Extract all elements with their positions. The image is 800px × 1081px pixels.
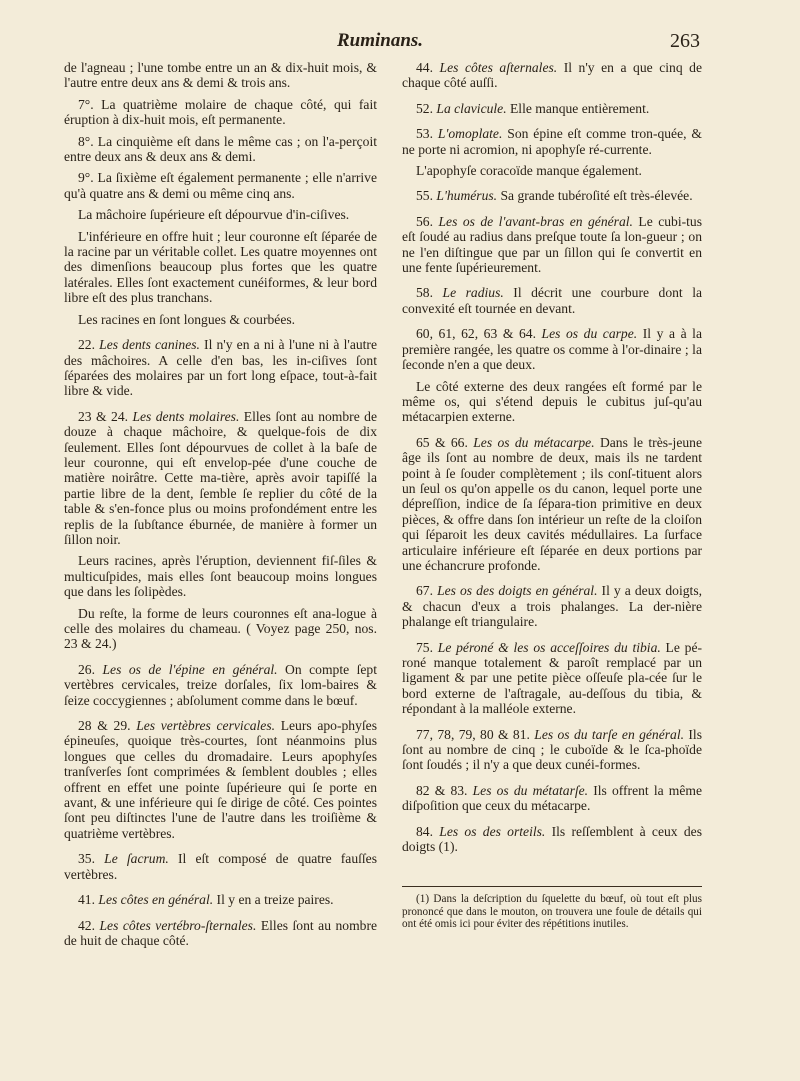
paragraph-number: 65 & 66.	[416, 434, 474, 450]
footnote-rule	[402, 886, 702, 887]
page-number: 263	[670, 30, 700, 52]
paragraph	[64, 337, 377, 399]
left-column	[64, 60, 377, 954]
paragraph-text: Elles ſont au nombre de douze à chaque mâchoire, & quelque-fois de dix ſeulement. Elles ſont dépourvues de collet à la baſe de leur couronne, qui eſt envelop-pée d'une couche de matière noirâtre. Cette ma-tière, après avoir tapiſſé la partie libre de la dent, ſemble ſe replier du côté de la table & s'en-fonce plus ou moins profondément entre les replis de la ſubſtance éburnée, de manière à former un ſillon noir.	[64, 408, 377, 547]
paragraph	[402, 783, 702, 814]
paragraph-number: 77, 78, 79, 80 & 81.	[416, 726, 535, 742]
paragraph-text: Le côté externe des deux rangées eſt formé par le même os, qui s'étend depuis le cubitus juſ-qu'au métacarpien externe.	[402, 378, 702, 425]
paragraph	[64, 892, 377, 907]
section-title: Les os des orteils.	[439, 823, 546, 839]
paragraph-text: 9°. La ſixième eſt également permanente ; elle n'arrive qu'à quatre ans & demi ou même cinq ans.	[64, 170, 377, 201]
paragraph-text: Ils offrent la même diſpoſition que ceux du métacarpe.	[402, 782, 702, 814]
section-title: Les os de l'avant-bras en général.	[438, 213, 633, 229]
paragraph-number: 84.	[416, 823, 440, 839]
paragraph-number: 75.	[416, 639, 438, 655]
paragraph-text: Le cubi-tus eſt ſoudé au radius dans preſque toute ſa lon-gueur ; on ne l'en diſtingue que par un ſillon qui ſe convertit en une fente ſupérieurement.	[402, 213, 702, 276]
section-title: Le péroné & les os acceſſoires du tibia.	[437, 639, 661, 655]
paragraph	[64, 170, 377, 201]
paragraph-number: 41.	[78, 892, 99, 908]
paragraph-text: Son épine eſt comme tron-quée, & ne porte ni acromion, ni apophyſe ré-currente.	[402, 126, 702, 157]
footnote: (1) Dans la deſcription du ſquelette du bœuf, où tout eſt plus prononcé que dans le mouton, on trouvera une foule de détails qui ont été omis ici pour éviter des répétitions inutiles.	[402, 893, 702, 931]
paragraph	[402, 435, 702, 574]
paragraph-text: Du reſte, la forme de leurs couronnes eſt ana-logue à celle des molaires du chameau. ( Voyez page 250, nos. 23 & 24.)	[64, 605, 377, 652]
paragraph	[402, 326, 702, 372]
paragraph-number: 58.	[416, 285, 443, 301]
section-title: Le ſacrum.	[104, 851, 169, 867]
paragraph-text: Elle manque entièrement.	[506, 100, 650, 116]
paragraph-text: Ils reſſemblent à ceux des doigts (1).	[402, 823, 702, 855]
section-title: Le radius.	[442, 285, 504, 301]
paragraph-text: Il y a deux doigts, & chacun d'eux a trois phalanges. La der-nière phalange eſt triangulaire.	[402, 583, 703, 630]
paragraph-text: Il y a à la première rangée, les quatre os comme à l'or-dinaire ; la ſeconde n'en a que deux.	[402, 326, 702, 373]
paragraph-number: 42.	[78, 917, 100, 933]
paragraph	[64, 60, 377, 91]
paragraph	[402, 214, 702, 276]
paragraph	[64, 553, 377, 599]
paragraph-number: 26.	[78, 661, 103, 677]
paragraph-number: 67.	[416, 583, 438, 599]
paragraph-text: Il n'y en a ni à l'une ni à l'autre des mâchoires. A celle d'en bas, les in-ciſives ſont ſéparées des molaires par un fort long eſpace, tout-à-fait libre & vide.	[64, 337, 377, 399]
paragraph	[64, 718, 377, 841]
running-title: Ruminans.	[336, 30, 424, 51]
paragraph-text: On compte ſept vertèbres cervicales, treize dorſales, ſix lom-baires & ſeize coccygiennes ; abſolument comme dans le bœuf.	[64, 661, 378, 708]
paragraph	[402, 101, 702, 116]
paragraph	[64, 207, 377, 222]
section-title: Les os du carpe.	[541, 326, 638, 342]
paragraph-text: Les racines en ſont longues & courbées.	[78, 311, 296, 327]
paragraph	[64, 606, 377, 652]
paragraph-number: 35.	[78, 851, 105, 867]
paragraph	[402, 188, 702, 203]
paragraph-number: 22.	[78, 337, 100, 353]
paragraph	[402, 640, 702, 717]
section-title: L'humérus.	[436, 188, 498, 204]
paragraph	[64, 409, 377, 548]
paragraph-number: 60, 61, 62, 63 & 64.	[416, 326, 542, 342]
paragraph	[402, 163, 702, 178]
paragraph-number: 52.	[416, 100, 437, 116]
paragraph	[402, 379, 702, 425]
paragraph-text: La mâchoire ſupérieure eſt dépourvue d'in-ciſives.	[78, 207, 350, 223]
paragraph-text: Le pé-roné manque totalement & paroît remplacé par un ligament & par une petite pièce oſſeuſe pla-cée ſur le bord externe de l'aſtragale, au-deſſous du tibia, & répondant à la malléole externe.	[402, 639, 703, 717]
section-title: La clavicule.	[436, 100, 507, 116]
paragraph-number: 28 & 29.	[78, 718, 137, 734]
paragraph	[402, 824, 702, 855]
paragraph-text: 7°. La quatrième molaire de chaque côté, qui fait éruption à dix-huit mois, eſt permanente.	[64, 96, 377, 128]
paragraph	[64, 312, 377, 327]
section-title: Les os des doigts en général.	[437, 583, 598, 599]
paragraph	[402, 126, 702, 157]
paragraph	[64, 97, 377, 128]
paragraph-text: Il y en a treize paires.	[213, 892, 334, 908]
paragraph	[64, 918, 377, 949]
paragraph	[64, 851, 377, 882]
paragraph-number: 23 & 24.	[78, 408, 133, 424]
paragraph	[402, 727, 702, 773]
page-header	[60, 30, 700, 56]
paragraph	[402, 60, 702, 91]
paragraph-number: 56.	[416, 213, 439, 229]
paragraph-text: 8°. La cinquième eſt dans le même cas ; on l'a-perçoit entre deux ans & deux ans & demi.	[64, 133, 377, 165]
paragraph	[402, 583, 702, 629]
section-title: Les côtes aſternales.	[439, 60, 558, 75]
section-title: Les vertèbres cervicales.	[136, 718, 276, 734]
paragraph-text: Leurs racines, après l'éruption, deviennent fiſ-ſiles & multicuſpides, mais elles ſont beaucoup moins longues que dans les ſolipèdes.	[64, 553, 377, 600]
paragraph-number: 44.	[416, 60, 440, 75]
paragraph	[64, 662, 377, 708]
section-title: L'omoplate.	[437, 126, 503, 142]
section-title: Les dents canines.	[99, 337, 200, 353]
paragraph-text: Elles ſont au nombre de huit de chaque côté.	[64, 917, 378, 948]
section-title: Les côtes vertébro-ſternales.	[99, 917, 257, 933]
paragraph-text: Dans le très-jeune âge ils ſont au nombre de deux, mais ils ne tardent point à ſe ſouder complètement ; ils conſ-tituent alors un ſeul os qu'on appelle os du canon, lequel porte une dépreſſion, indice de ſa ſépara-tion primitive en deux pièces, & offre dans ſon intérieur un reſte de la cloiſon qui ſéparoit les deux cavités médullaires. La ſurface articulaire inférieure eſt ſéparée en deux portions par une échancrure profonde.	[402, 434, 702, 573]
section-title: Les dents molaires.	[132, 408, 240, 424]
right-column	[402, 60, 702, 860]
paragraph	[64, 229, 377, 306]
paragraph-number: 53.	[416, 126, 438, 142]
paragraph-text: de l'agneau ; l'une tombe entre un an & dix-huit mois, & l'autre entre deux ans & demi & trois ans.	[64, 60, 377, 91]
paragraph-text: Leurs apo-phyſes épineuſes, quoique très-courtes, ſont néanmoins plus longues que celles du dromadaire. Leurs apophyſes tranſverſes ſont comprimées & ſemblent doubles ; elles offrent en effet une pointe ſupérieure qui ſe porte en avant, & une inférieure qui ſe dirige de côté. Ces pointes ſont peu diſtinctes l'une de l'autre dans les troiſième & quatrième vertèbres.	[64, 718, 377, 841]
paragraph-text: Il décrit une courbure dont la convexité eſt tournée en devant.	[402, 285, 703, 316]
paragraph	[64, 134, 377, 165]
paragraph-text: L'apophyſe coracoïde manque également.	[416, 163, 642, 179]
paragraph-text: Il n'y en a que cinq de chaque côté auſſi.	[402, 60, 702, 91]
paragraph-text: Il eſt composé de quatre fauſſes vertèbres.	[64, 851, 378, 882]
paragraph-number: 55.	[416, 188, 437, 204]
paragraph	[402, 285, 702, 316]
section-title: Les os du métacarpe.	[473, 434, 595, 450]
paragraph-number: 82 & 83.	[416, 782, 473, 798]
section-title: Les côtes en général.	[98, 892, 214, 908]
section-title: Les os du tarſe en général.	[534, 726, 685, 742]
paragraph-text: L'inférieure en offre huit ; leur couronne eſt ſéparée de la racine par un véritable collet. Les quatre moyennes ont des dimenſions beaucoup plus fortes que les quatre latérales. Elles ſont exactement cunéiformes, & leur bord libre eſt des plus tranchans.	[64, 228, 377, 306]
paragraph-text: Ils ſont au nombre de cinq ; le cuboïde & le ſca-phoïde ſont ſoudés ; il n'y a que deux cunéi-formes.	[402, 726, 702, 773]
section-title: Les os de l'épine en général.	[102, 661, 278, 677]
paragraph-text: Sa grande tubéroſité eſt très-élevée.	[497, 188, 693, 204]
section-title: Les os du métatarſe.	[472, 782, 589, 798]
